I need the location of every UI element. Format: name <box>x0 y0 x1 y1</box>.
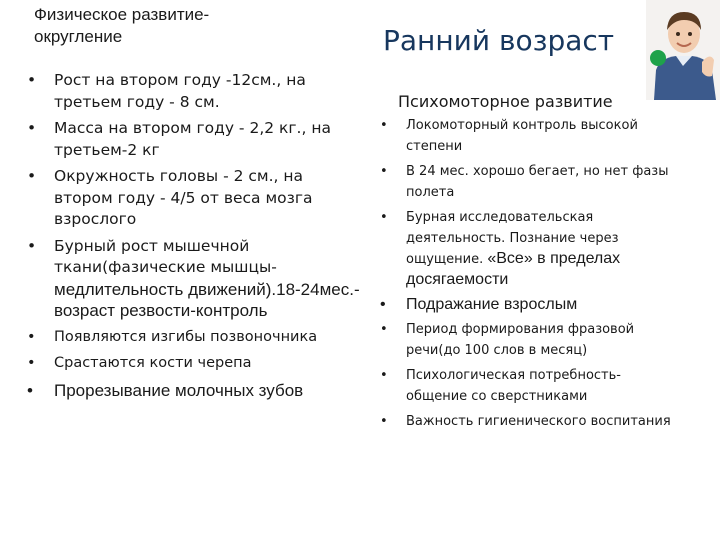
psychomotor-development-list <box>378 92 678 436</box>
bullet-icon: • <box>27 119 37 137</box>
item-text-part-1: Бурная исследовательская деятельность. Познание через ощущение. <box>406 210 619 267</box>
list-item <box>26 353 361 375</box>
item-text: В 24 мес. хорошо бегает, но нет фазы полета <box>406 164 669 200</box>
item-text: Появляются изгибы позвоночника <box>54 328 318 345</box>
list-item <box>26 166 361 231</box>
psychomotor-heading: Психомоторное развитие <box>398 92 613 111</box>
item-text: Масса на втором году - 2,2 кг., на третьем-2 кг <box>54 119 331 159</box>
item-text: Психологическая потребность-общение со сверстниками <box>406 368 621 404</box>
bullet-icon: • <box>380 210 388 225</box>
item-text-part-1: Бурный рост мышечной ткани(фазические мышцы- <box>54 236 277 276</box>
subtitle-line-2: округление <box>34 27 123 46</box>
bullet-icon: • <box>380 118 388 133</box>
item-text: Прорезывание молочных зубов <box>54 380 304 400</box>
list-item <box>26 118 361 161</box>
list-item <box>26 327 361 349</box>
list-item <box>378 365 678 407</box>
list-item <box>378 161 678 203</box>
item-text-part-2: медлительность движений).18-24мес.-возраст резвости-контроль <box>54 279 360 320</box>
item-text: Рост на втором году -12см., на третьем году - 8 см. <box>54 71 306 111</box>
slide-title: Ранний возраст <box>383 24 615 57</box>
bullet-icon: • <box>27 71 37 89</box>
section-subtitle <box>34 4 334 48</box>
bullet-icon: • <box>27 328 36 345</box>
toddler-photo-icon <box>646 0 720 100</box>
item-text: Период формирования фразовой речи(до 100 слов в месяц) <box>406 322 635 358</box>
physical-development-list <box>26 70 361 406</box>
bullet-icon: • <box>380 322 388 337</box>
bullet-icon: • <box>380 296 386 313</box>
list-item <box>26 380 361 401</box>
subtitle-line-1: Физическое развитие- <box>34 5 210 24</box>
list-item <box>378 319 678 361</box>
item-text: Локомоторный контроль высокой степени <box>406 118 638 154</box>
bullet-icon: • <box>27 380 33 400</box>
bullet-icon: • <box>380 164 388 179</box>
bullet-icon: • <box>380 414 388 429</box>
item-text: Подражание взрослым <box>406 296 578 313</box>
bullet-icon: • <box>27 355 36 371</box>
bullet-icon: • <box>380 368 388 383</box>
bullet-icon: • <box>27 167 37 185</box>
list-item <box>26 70 361 113</box>
list-item <box>378 115 678 157</box>
toddler-photo <box>646 0 720 100</box>
list-item <box>378 207 678 291</box>
list-item <box>378 411 678 432</box>
item-text: Окружность головы - 2 см., на втором году - 4/5 от веса мозга взрослого <box>54 167 313 228</box>
item-text: Важность гигиенического воспитания <box>406 414 671 429</box>
item-text-part-2: «Все» в пределах досягаемости <box>406 250 621 288</box>
bullet-icon: • <box>27 236 37 255</box>
list-item <box>378 295 678 315</box>
list-item <box>26 236 361 321</box>
item-text: Срастаются кости черепа <box>54 355 252 371</box>
